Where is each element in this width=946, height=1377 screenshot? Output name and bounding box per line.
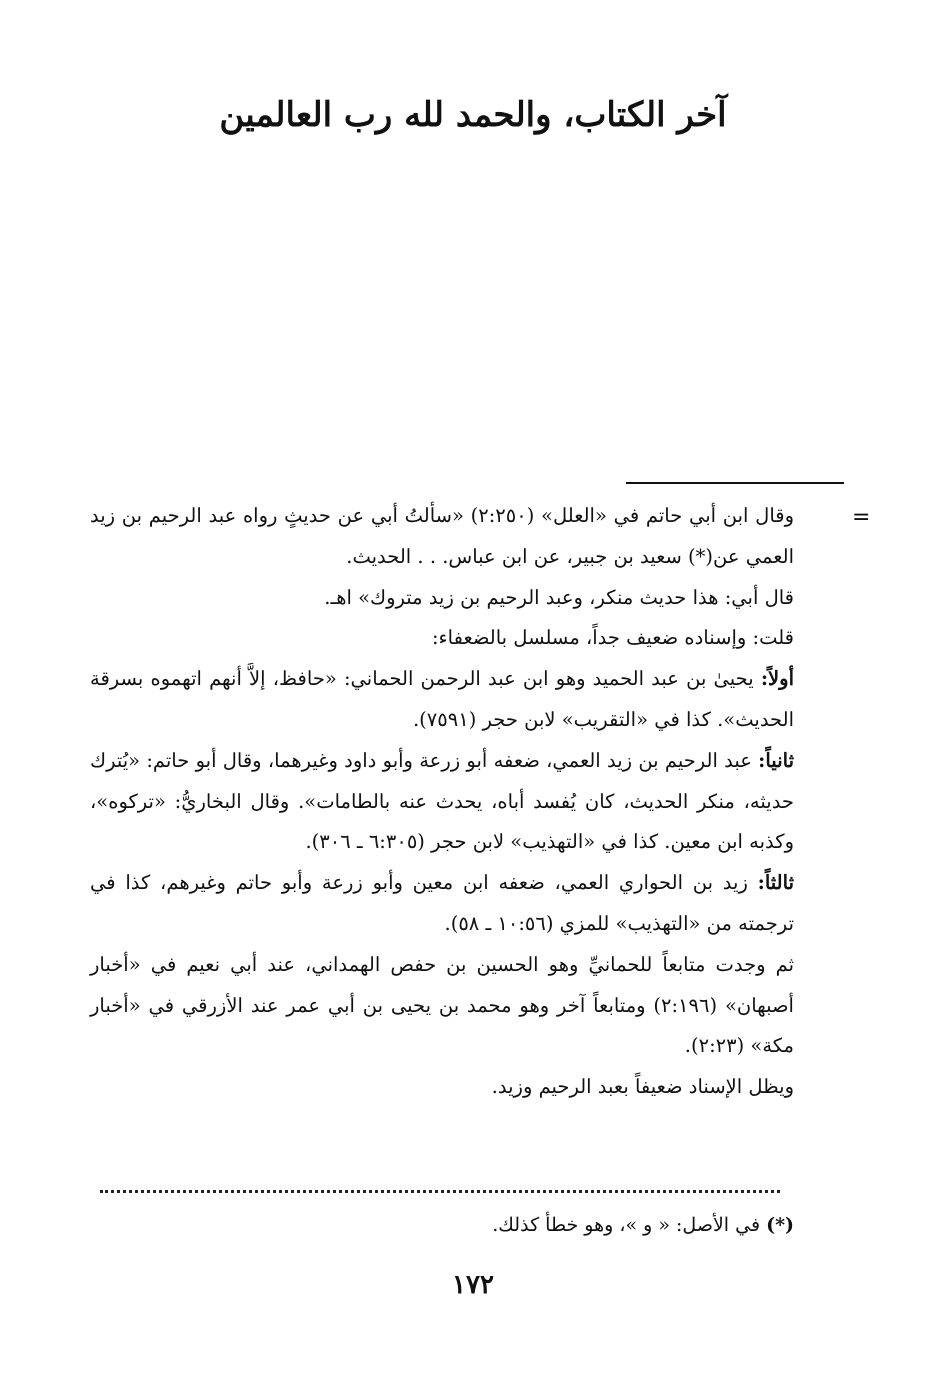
paragraph-lead-first: أولاً:: [760, 667, 794, 691]
paragraph-lead-second: ثانياً:: [758, 748, 794, 772]
paragraph-first: [90, 659, 794, 741]
paragraph-3: [90, 618, 794, 659]
paragraph-text: ثم وجدت متابعاً للحمانيِّ وهو الحسين بن حفص الهمداني، عند أبي نعيم في «أخبار أصبهان» (٢:١٩٦) ومتابعاً آخر وهو محمد بن يحيى بن أبي عمر عند الأزرقي في «أخبار مكة» (٢:٢٣).: [90, 952, 794, 1058]
footnote-separator-line: [626, 482, 844, 484]
paragraph-second: [90, 741, 794, 863]
page-number: ١٧٢: [452, 1270, 494, 1300]
paragraph-text: وقال ابن أبي حاتم في «العلل» (٢:٢٥٠) «سألتُ أبي عن حديثٍ رواه عبد الرحيم بن زيد العمي عن(*) سعيد بن جبير، عن ابن عباس. . . الحديث.: [90, 504, 794, 568]
main-text-block: [90, 496, 794, 1108]
paragraph-text: زيد بن الحواري العمي، ضعفه ابن معين وأبو زرعة وأبو حاتم وغيرهم، كذا في ترجمته من «التهذيب» للمزي (١٠:٥٦ ـ ٥٨).: [90, 871, 794, 935]
paragraph-third: [90, 863, 794, 945]
footnote-dotted-separator: [100, 1190, 780, 1193]
page-title: آخر الكتاب، والحمد لله رب العالمين: [219, 95, 727, 135]
paragraph-text: قال أبي: هذا حديث منكر، وعبد الرحيم بن زيد متروك» اهـ.: [324, 585, 794, 609]
paragraph-text: عبد الرحيم بن زيد العمي، ضعفه أبو زرعة وأبو داود وغيرهما، وقال أبو حاتم: «يُترك حديثه، منكر الحديث، كان يُفسد أباه، يحدث عنه بالطامات». وقال البخاريُّ: «تركوه»، وكذبه ابن معين. كذا في «التهذيب» لابن حجر (٦:٣٠٥ ـ ٣٠٦).: [90, 748, 794, 854]
footnote-text: في الأصل: « و »، وهو خطأ كذلك.: [492, 1214, 767, 1236]
paragraph-lead-third: ثالثاً:: [757, 871, 794, 895]
paragraph-7: [90, 945, 794, 1067]
continuation-mark: =: [852, 505, 871, 530]
paragraph-text: يحيىٰ بن عبد الحميد وهو ابن عبد الرحمن الحماني: «حافظ، إلاَّ أنهم اتهموه بسرقة الحديث». كذا في «التقريب» لابن حجر (٧٥٩١).: [90, 667, 794, 731]
paragraph-8: [90, 1067, 794, 1108]
paragraph-text: قلت: وإسناده ضعيف جداً، مسلسل بالضعفاء:: [431, 626, 794, 650]
footnote: [200, 1210, 794, 1240]
footnote-mark: (*): [766, 1214, 794, 1236]
paragraph-text: ويظل الإسناد ضعيفاً بعبد الرحيم وزيد.: [491, 1075, 794, 1099]
paragraph-2: [90, 578, 794, 619]
paragraph-1: [90, 496, 794, 578]
